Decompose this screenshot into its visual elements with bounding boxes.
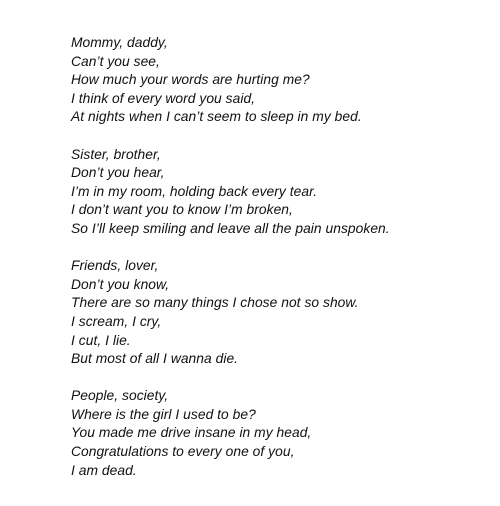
stanza-3 bbox=[71, 257, 491, 369]
poem-line: Mommy, daddy, bbox=[71, 35, 168, 50]
poem-line: At nights when I can’t seem to sleep in my bed. bbox=[71, 109, 362, 125]
poem-line: Don’t you hear, bbox=[71, 165, 165, 181]
poem-line: I scream, I cry, bbox=[71, 313, 162, 329]
poem-line: Congratulations to every one of you, bbox=[71, 444, 295, 460]
stanza-1 bbox=[71, 34, 491, 127]
poem-line: I think of every word you said, bbox=[71, 90, 256, 106]
poem-line: I don’t want you to know I’m broken, bbox=[71, 202, 293, 218]
stanza-4 bbox=[71, 387, 491, 480]
poem-line: I cut, I lie. bbox=[71, 332, 131, 348]
poem-line: I’m in my room, holding back every tear. bbox=[71, 183, 318, 199]
poem-line: Friends, lover, bbox=[71, 258, 159, 274]
poem-text bbox=[71, 34, 491, 480]
poem-line: People, society, bbox=[71, 388, 169, 404]
poem-line: How much your words are hurting me? bbox=[71, 72, 310, 88]
poem-line: I am dead. bbox=[71, 462, 137, 478]
poem-line: Where is the girl I used to be? bbox=[71, 406, 256, 422]
poem-line: Can’t you see, bbox=[71, 53, 160, 69]
poem-line: You made me drive insane in my head, bbox=[71, 425, 312, 441]
poem-line: There are so many things I chose not so show. bbox=[71, 295, 359, 311]
stanza-2 bbox=[71, 146, 491, 239]
poem-line: So I’ll keep smiling and leave all the pain unspoken. bbox=[71, 220, 390, 236]
poem-line: Sister, brother, bbox=[71, 146, 161, 162]
poem-line: But most of all I wanna die. bbox=[71, 351, 239, 367]
poem-line: Don’t you know, bbox=[71, 276, 170, 292]
